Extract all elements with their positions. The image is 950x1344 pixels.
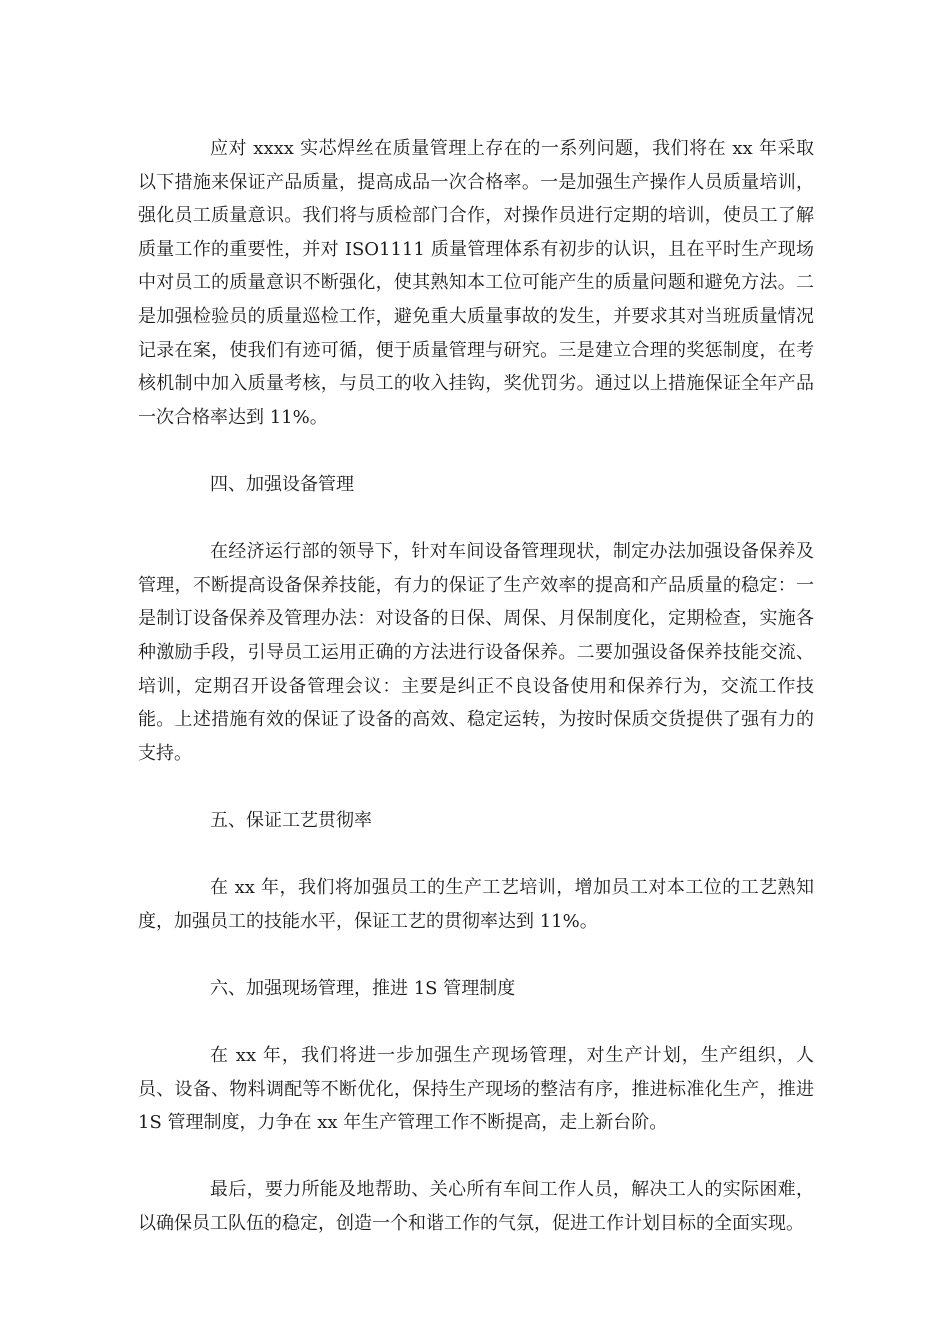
paragraph-process-compliance: 在 xx 年，我们将加强员工的生产工艺培训，增加员工对本工位的工艺熟知度，加强员工的技能水平，保证工艺的贯彻率达到 11%。: [138, 877, 814, 932]
heading-site-management: 六、加强现场管理，推进 1S 管理制度: [210, 977, 516, 999]
heading-process-compliance: 五、保证工艺贯彻率: [210, 809, 372, 831]
paragraph-equipment-management: 在经济运行部的领导下，针对车间设备管理现状，制定办法加强设备保养及管理，不断提高设备保养技能，有力的保证了生产效率的提高和产品质量的稳定：一是制订设备保养及管理办法：对设备的日保、周保、月保制度化，定期检查，实施各种激励手段，引导员工运用正确的方法进行设备保养。二要加强设备保养技能交流、培训，定期召开设备管理会议：主要是纠正不良设备使用和保养行为，交流工作技能。上述措施有效的保证了设备的高效、稳定运转，为按时保质交货提供了强有力的支持。: [138, 541, 814, 764]
paragraph-quality-measures: 应对 xxxx 实芯焊丝在质量管理上存在的一系列问题，我们将在 xx 年采取以下措施来保证产品质量，提高成品一次合格率。一是加强生产操作人员质量培训，强化员工质量意识。我们将与质检部门合作，对操作员进行定期的培训，使员工了解质量工作的重要性，并对 ISO1111 质量管理体系有初步的认识，且在平时生产现场中对员工的质量意识不断强化，使其熟知本工位可能产生的质量问题和避免方法。二是加强检验员的质量巡检工作，避免重大质量事故的发生，并要求其对当班质量情况记录在案，使我们有迹可循，便于质量管理与研究。三是建立合理的奖惩制度，在考核机制中加入质量考核，与员工的收入挂钩，奖优罚劣。通过以上措施保证全年产品一次合格率达到 11%。: [138, 138, 814, 428]
heading-equipment-management: 四、加强设备管理: [210, 473, 354, 495]
paragraph-site-management: 在 xx 年，我们将进一步加强生产现场管理，对生产计划，生产组织，人员、设备、物料调配等不断优化，保持生产现场的整洁有序，推进标准化生产，推进 1S 管理制度，力争在 xx 年生产管理工作不断提高，走上新台阶。: [138, 1045, 814, 1134]
document-body: [138, 132, 814, 1274]
paragraph-closing: 最后，要力所能及地帮助、关心所有车间工作人员，解决工人的实际困难，以确保员工队伍的稳定，创造一个和谐工作的气氛，促进工作计划目标的全面实现。: [138, 1179, 814, 1234]
